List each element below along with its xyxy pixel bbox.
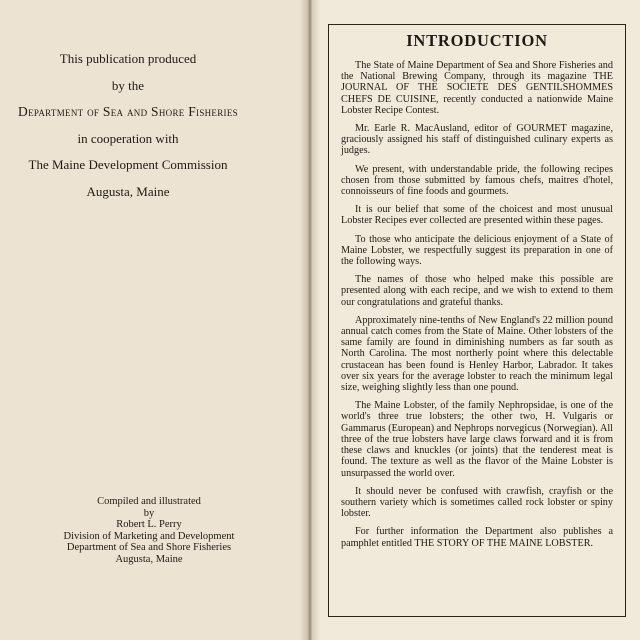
credit-line: in cooperation with: [77, 130, 179, 146]
compiled-line: Augusta, Maine: [115, 553, 183, 565]
compiled-author: Robert L. Perry: [116, 519, 182, 530]
intro-paragraph: The names of those who helped make this possible are presented along with each recipe, and we wish to extend to them our congratulations and grateful thanks.: [341, 274, 613, 308]
introduction-title: INTRODUCTION: [406, 31, 548, 50]
book-gutter: [300, 0, 320, 640]
credit-line: by the: [111, 77, 145, 93]
compiled-line: Department of Sea and Shore Fisheries: [66, 542, 232, 553]
introduction-text: [341, 60, 613, 556]
credit-location: Augusta, Maine: [86, 183, 170, 199]
compiled-line: Compiled and illustrated: [97, 496, 201, 507]
credit-department: Department of Sea and Shore Fisheries: [18, 104, 238, 119]
intro-paragraph: The Maine Lobster, of the family Nephropsidae, is one of the world's three true lobsters; the other two, H. Vulgaris or Gammarus (European) and Nephrops norvegicus (Norwegian). All three of the true lobsters have large claws forward and it is from these claws and knuckles (or joints) that the tenderest meat is found. The texture as well as the flavor of the Maine Lobster is unsurpassed the world over.: [341, 400, 613, 479]
intro-paragraph: To those who anticipate the delicious enjoyment of a State of Maine Lobster, we respectfully suggest its preparation in one of the following ways.: [341, 233, 613, 268]
credit-line: This publication produced: [59, 51, 197, 66]
intro-paragraph: For further information the Department also publishes a pamphlet entitled THE STORY OF THE MAINE LOBSTER.: [341, 526, 613, 549]
intro-paragraph: It should never be confused with crawfish, crayfish or the southern variety which is sometimes called rock lobster or spiny lobster.: [341, 485, 613, 520]
compiled-line: Division of Marketing and Development: [63, 530, 235, 542]
intro-paragraph: We present, with understandable pride, the following recipes chosen from those submitted by famous chefs, maitres d'hotel, connoisseurs of fine foods and gourmets.: [341, 163, 613, 198]
intro-paragraph: It is our belief that some of the choicest and most unusual Lobster Recipes ever collected are presented within these pages.: [341, 204, 613, 227]
publication-credits: [0, 46, 256, 205]
intro-paragraph: Approximately nine-tenths of New England's 22 million pound annual catch comes from the State of Maine. Other lobsters of the same family are found in diminishing numbers as far south as North Carolina. The most northerly point where this delectable crustacean has been found is Henley Harbor, Labrador. It takes over six years for the average lobster to reach the minimum legal size, weighing slightly less than one pound.: [341, 314, 613, 394]
compiled-line: by: [143, 507, 155, 519]
intro-paragraph: The State of Maine Department of Sea and Shore Fisheries and the National Brewing Company, through its magazine THE JOURNAL OF THE SOCIETE DES GENTILSHOMMES CHEFS DE CUISINE, recently conducted a nationwide Maine Lobster Recipe Contest.: [341, 60, 613, 116]
credit-commission: The Maine Development Commission: [28, 157, 228, 172]
intro-paragraph: Mr. Earle R. MacAusland, editor of GOURMET magazine, graciously assigned his staff of distinguished culinary experts as judges.: [341, 123, 613, 157]
compiled-by-block: [34, 496, 264, 565]
